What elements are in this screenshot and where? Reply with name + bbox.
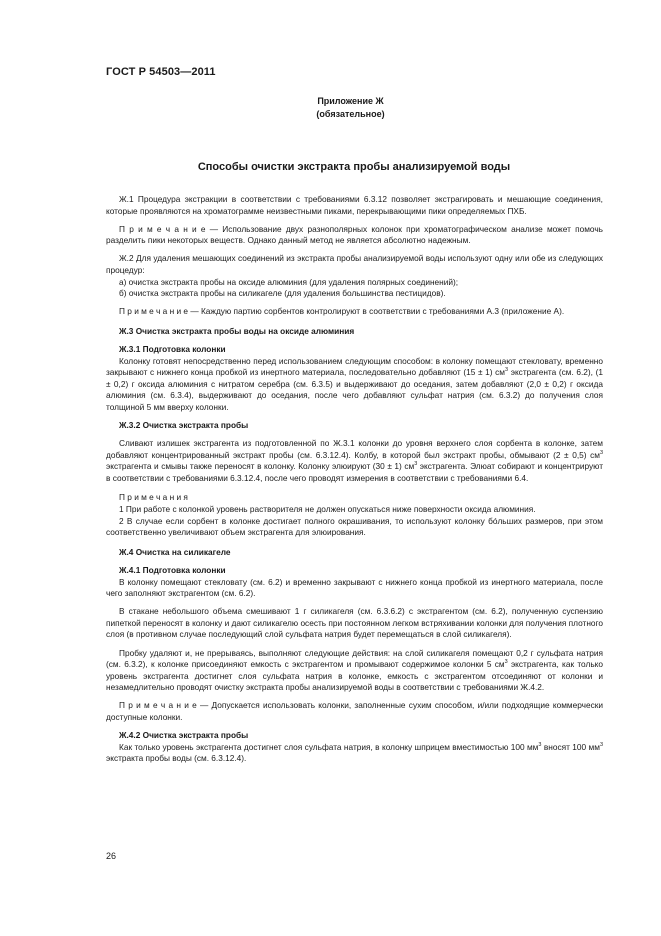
subsection-heading: Ж.4.1 Подготовка колонки — [119, 564, 226, 575]
note: П р и м е ч а н и е — Каждую партию сорбентов контролируют в соответствии с требованиями А.3 (приложение А). — [119, 306, 565, 317]
subsection-heading: Ж.3.2 Очистка экстракта пробы — [119, 420, 249, 430]
paragraph: Ж.2 Для удаления мешающих соединений из экстракта пробы анализируемой воды используют одну или обе из следующих процедур: — [106, 253, 603, 275]
list-item: а) очистка экстракта пробы на оксиде алюминия (для удаления полярных соединений); — [119, 276, 459, 287]
page-number: 26 — [106, 851, 117, 861]
section-title: Способы очистки экстракта пробы анализируемой воды — [197, 161, 511, 173]
annex-label: Приложение Ж — [317, 96, 384, 106]
subsection-heading: Ж.4 Очистка на силикагеле — [119, 546, 231, 557]
paragraph: Сливают излишек экстрагента из подготовленной по Ж.3.1 колонки до уровня верхнего слоя сорбента в колонке, затем добавляют концентрированный экстракт пробы (см. 6.3.12.4). Колбу, в которой был экстракт пробы, обмывают (2 ± 0,5) $см^3$ экстрагента и смывы также переносят в колонку. Колонку элюируют (30 ± 1) $см^3$ экстрагента. Элюат собирают и концентрируют в соответствии с требованиями 6.3.12.4, после чего проводят измерения в соответствии с требованиями 6.4. — [106, 438, 603, 483]
note: П р и м е ч а н и е — Допускается использовать колонки, заполненные сухим способом, и/или подходящие коммерчески доступные колонки. — [106, 700, 603, 722]
note: П р и м е ч а н и е — Использование двух разнополярных колонок при хроматографическом анализе может помочь разделить пики некоторых веществ. Однако данный метод не является абсолютно надежным. — [106, 223, 603, 246]
paragraph: В стакане небольшого объема смешивают 1 г силикагеля (см. 6.3.6.2) с экстрагентом (см. 6.2), полученную суспензию пипеткой переносят в колонку и дают силикагелю осесть при постоянном легком встряхивании колонки для получения плотного слоя (в противном случае последующий слой сульфата натрия будет перемещаться в слой силикагеля). — [106, 606, 603, 640]
list-item: б) очистка экстракта пробы на силикагеле (для удаления большинства пестицидов). — [119, 288, 446, 299]
subsection-heading: Ж.3 Очистка экстракта пробы воды на оксиде алюминия — [119, 325, 355, 336]
paragraph: Ж.1 Процедура экстракции в соответствии с требованиями 6.3.12 позволяет экстрагировать и мешающие соединения, которые проявляются на хроматограмме неизвестными пиками, перекрывающими пики определяемых ПХБ. — [106, 194, 603, 216]
paragraph: Пробку удаляют и, не прерываясь, выполняют следующие действия: на слой силикагеля помещают 0,2 г сульфата натрия (см. 6.3.2), к колонке присоединяют емкость с экстрагентом и промывают содержимое колонки 5 $см^3$ экстрагента, как только уровень экстрагента достигнет слоя сульфата натрия в колонке, емкость с экстрагентом отсоединяют от колонки и незамедлительно проводят очистку экстракта пробы анализируемой воды в соответствии с требованиями Ж.4.2. — [106, 647, 603, 693]
document-body — [106, 194, 603, 765]
subsection-heading: Ж.3.1 Подготовка колонки — [119, 343, 226, 354]
note-item: 2 В случае если сорбент в колонке достигает полного окрашивания, то используют колонку бóльших размеров, при этом соответственно увеличивают объем экстрагента для элюирования. — [106, 515, 603, 538]
annex-status: (обязательное) — [316, 109, 385, 119]
standard-header: ГОСТ Р 54503—2011 — [106, 66, 216, 78]
subsection-heading: Ж.4.2 Очистка экстракта пробы — [119, 730, 249, 741]
notes-heading: П р и м е ч а н и я — [119, 492, 188, 503]
paragraph: Колонку готовят непосредственно перед использованием следующим способом: в колонку помещают стекловату, временно закрывают с нижнего конца пробкой из инертного материала, последовательно добавляют (15 ± 1) $см^3$ экстрагента (см. 6.2), (1 ± 0,2) г оксида алюминия с нитратом серебра (см. 6.3.5) и выдерживают до оседания, затем добавляют (2,0 ± 0,2) г оксида алюминия (см. 6.3.4), выдерживают до оседания, после чего добавляют сульфат натрия (см. 6.3.2) до получения слоя толщиной 5 мм вверху колонки. — [106, 355, 603, 412]
note-item: 1 При работе с колонкой уровень растворителя не должен опускаться ниже поверхности оксида алюминия. — [119, 504, 536, 515]
paragraph: Как только уровень экстрагента достигнет слоя сульфата натрия, в колонку шприцем вместимостью 100 $мм^3$ вносят 100 $мм^3$ экстракта пробы воды (см. 6.3.12.4). — [106, 741, 603, 764]
paragraph: В колонку помещают стекловату (см. 6.2) и временно закрывают с нижнего конца пробкой из инертного материала, после чего заполняют экстрагентом (см. 6.2). — [106, 576, 603, 599]
